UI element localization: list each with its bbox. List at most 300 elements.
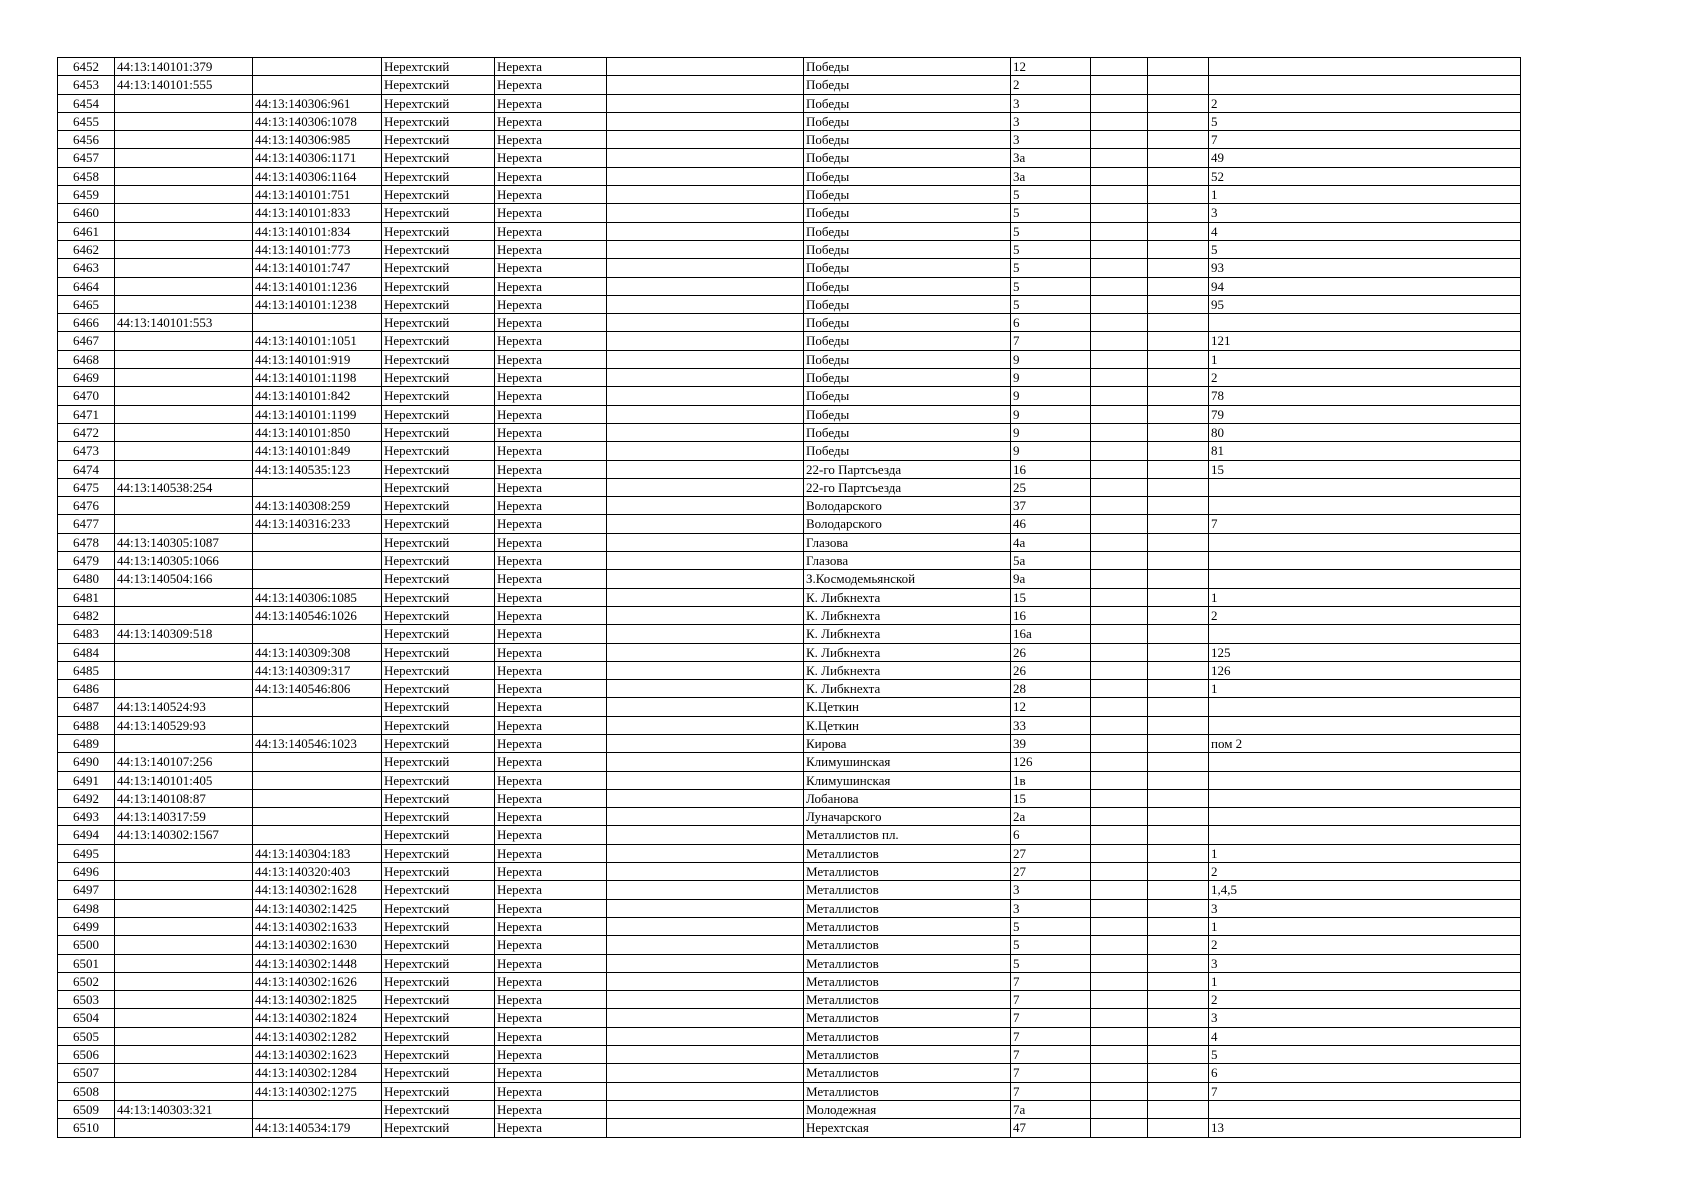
structure-cell: [1148, 167, 1209, 185]
table-row: [58, 1046, 1521, 1064]
row-number-cell: 6461: [58, 222, 115, 240]
building-cell: [1091, 222, 1148, 240]
settlement-cell: Нерехта: [495, 808, 607, 826]
locality-cell: [607, 808, 804, 826]
property-registry-table: [57, 57, 1521, 1138]
house-number-cell: 7: [1011, 1009, 1091, 1027]
row-number-cell: 6467: [58, 332, 115, 350]
row-number-cell: 6500: [58, 936, 115, 954]
structure-cell: [1148, 515, 1209, 533]
cadastral-number-cell: 44:13:140529:93: [115, 716, 253, 734]
parent-cadastral-number-cell: 44:13:140302:1282: [253, 1027, 382, 1045]
row-number-cell: 6499: [58, 917, 115, 935]
house-number-cell: 16: [1011, 606, 1091, 624]
structure-cell: [1148, 295, 1209, 313]
apartment-cell: 94: [1209, 277, 1521, 295]
structure-cell: [1148, 552, 1209, 570]
building-cell: [1091, 972, 1148, 990]
structure-cell: [1148, 423, 1209, 441]
parent-cadastral-number-cell: 44:13:140302:1633: [253, 917, 382, 935]
row-number-cell: 6456: [58, 131, 115, 149]
cadastral-number-cell: [115, 94, 253, 112]
cadastral-number-cell: 44:13:140524:93: [115, 698, 253, 716]
apartment-cell: [1209, 58, 1521, 76]
structure-cell: [1148, 1100, 1209, 1118]
locality-cell: [607, 405, 804, 423]
building-cell: [1091, 314, 1148, 332]
apartment-cell: [1209, 1100, 1521, 1118]
structure-cell: [1148, 222, 1209, 240]
house-number-cell: 33: [1011, 716, 1091, 734]
table-row: [58, 734, 1521, 752]
apartment-cell: 95: [1209, 295, 1521, 313]
row-number-cell: 6486: [58, 680, 115, 698]
apartment-cell: [1209, 625, 1521, 643]
building-cell: [1091, 643, 1148, 661]
district-cell: Нерехтский: [382, 936, 495, 954]
cadastral-number-cell: [115, 423, 253, 441]
locality-cell: [607, 423, 804, 441]
settlement-cell: Нерехта: [495, 570, 607, 588]
district-cell: Нерехтский: [382, 789, 495, 807]
district-cell: Нерехтский: [382, 369, 495, 387]
house-number-cell: 9: [1011, 387, 1091, 405]
parent-cadastral-number-cell: 44:13:140101:834: [253, 222, 382, 240]
cadastral-number-cell: 44:13:140101:405: [115, 771, 253, 789]
locality-cell: [607, 387, 804, 405]
cadastral-number-cell: [115, 369, 253, 387]
structure-cell: [1148, 460, 1209, 478]
table-row: [58, 314, 1521, 332]
table-row: [58, 917, 1521, 935]
settlement-cell: Нерехта: [495, 387, 607, 405]
row-number-cell: 6510: [58, 1119, 115, 1137]
parent-cadastral-number-cell: [253, 533, 382, 551]
district-cell: Нерехтский: [382, 314, 495, 332]
apartment-cell: 79: [1209, 405, 1521, 423]
settlement-cell: Нерехта: [495, 58, 607, 76]
street-cell: Победы: [804, 240, 1011, 258]
parent-cadastral-number-cell: [253, 58, 382, 76]
building-cell: [1091, 94, 1148, 112]
settlement-cell: Нерехта: [495, 442, 607, 460]
district-cell: Нерехтский: [382, 661, 495, 679]
building-cell: [1091, 76, 1148, 94]
settlement-cell: Нерехта: [495, 94, 607, 112]
locality-cell: [607, 1100, 804, 1118]
structure-cell: [1148, 1009, 1209, 1027]
row-number-cell: 6484: [58, 643, 115, 661]
apartment-cell: 4: [1209, 1027, 1521, 1045]
building-cell: [1091, 881, 1148, 899]
row-number-cell: 6502: [58, 972, 115, 990]
row-number-cell: 6482: [58, 606, 115, 624]
locality-cell: [607, 789, 804, 807]
district-cell: Нерехтский: [382, 58, 495, 76]
table-row: [58, 1119, 1521, 1137]
settlement-cell: Нерехта: [495, 1046, 607, 1064]
table-row: [58, 332, 1521, 350]
cadastral-number-cell: [115, 954, 253, 972]
row-number-cell: 6505: [58, 1027, 115, 1045]
house-number-cell: 4а: [1011, 533, 1091, 551]
district-cell: Нерехтский: [382, 1082, 495, 1100]
parent-cadastral-number-cell: 44:13:140306:1164: [253, 167, 382, 185]
house-number-cell: 5: [1011, 917, 1091, 935]
building-cell: [1091, 497, 1148, 515]
row-number-cell: 6507: [58, 1064, 115, 1082]
structure-cell: [1148, 204, 1209, 222]
street-cell: Победы: [804, 423, 1011, 441]
table-row: [58, 1027, 1521, 1045]
cadastral-number-cell: [115, 1027, 253, 1045]
parent-cadastral-number-cell: 44:13:140101:773: [253, 240, 382, 258]
locality-cell: [607, 478, 804, 496]
structure-cell: [1148, 826, 1209, 844]
cadastral-number-cell: [115, 1009, 253, 1027]
structure-cell: [1148, 734, 1209, 752]
row-number-cell: 6496: [58, 863, 115, 881]
parent-cadastral-number-cell: 44:13:140101:747: [253, 259, 382, 277]
apartment-cell: 3: [1209, 899, 1521, 917]
table-row: [58, 76, 1521, 94]
street-cell: Металлистов: [804, 844, 1011, 862]
table-row: [58, 716, 1521, 734]
table-row: [58, 808, 1521, 826]
house-number-cell: 5: [1011, 222, 1091, 240]
parent-cadastral-number-cell: 44:13:140101:1238: [253, 295, 382, 313]
district-cell: Нерехтский: [382, 606, 495, 624]
locality-cell: [607, 259, 804, 277]
district-cell: Нерехтский: [382, 131, 495, 149]
building-cell: [1091, 423, 1148, 441]
apartment-cell: [1209, 478, 1521, 496]
row-number-cell: 6465: [58, 295, 115, 313]
apartment-cell: 15: [1209, 460, 1521, 478]
locality-cell: [607, 1119, 804, 1137]
structure-cell: [1148, 661, 1209, 679]
street-cell: Металлистов: [804, 917, 1011, 935]
district-cell: Нерехтский: [382, 954, 495, 972]
locality-cell: [607, 112, 804, 130]
locality-cell: [607, 314, 804, 332]
apartment-cell: 52: [1209, 167, 1521, 185]
apartment-cell: 126: [1209, 661, 1521, 679]
parent-cadastral-number-cell: 44:13:140306:985: [253, 131, 382, 149]
structure-cell: [1148, 533, 1209, 551]
apartment-cell: [1209, 497, 1521, 515]
locality-cell: [607, 844, 804, 862]
apartment-cell: 80: [1209, 423, 1521, 441]
table-row: [58, 94, 1521, 112]
parent-cadastral-number-cell: 44:13:140535:123: [253, 460, 382, 478]
parent-cadastral-number-cell: 44:13:140101:1051: [253, 332, 382, 350]
house-number-cell: 9: [1011, 369, 1091, 387]
structure-cell: [1148, 387, 1209, 405]
building-cell: [1091, 716, 1148, 734]
settlement-cell: Нерехта: [495, 661, 607, 679]
structure-cell: [1148, 1064, 1209, 1082]
row-number-cell: 6462: [58, 240, 115, 258]
building-cell: [1091, 661, 1148, 679]
row-number-cell: 6495: [58, 844, 115, 862]
locality-cell: [607, 167, 804, 185]
locality-cell: [607, 295, 804, 313]
parent-cadastral-number-cell: 44:13:140546:1023: [253, 734, 382, 752]
cadastral-number-cell: [115, 643, 253, 661]
table-row: [58, 606, 1521, 624]
table-row: [58, 149, 1521, 167]
row-number-cell: 6479: [58, 552, 115, 570]
cadastral-number-cell: 44:13:140302:1567: [115, 826, 253, 844]
house-number-cell: 7: [1011, 1027, 1091, 1045]
parent-cadastral-number-cell: 44:13:140546:806: [253, 680, 382, 698]
cadastral-number-cell: 44:13:140101:379: [115, 58, 253, 76]
structure-cell: [1148, 1082, 1209, 1100]
house-number-cell: 28: [1011, 680, 1091, 698]
apartment-cell: 1: [1209, 186, 1521, 204]
cadastral-number-cell: [115, 442, 253, 460]
house-number-cell: 3: [1011, 112, 1091, 130]
settlement-cell: Нерехта: [495, 606, 607, 624]
district-cell: Нерехтский: [382, 643, 495, 661]
settlement-cell: Нерехта: [495, 497, 607, 515]
locality-cell: [607, 771, 804, 789]
building-cell: [1091, 149, 1148, 167]
apartment-cell: 49: [1209, 149, 1521, 167]
parent-cadastral-number-cell: 44:13:140302:1630: [253, 936, 382, 954]
parent-cadastral-number-cell: 44:13:140316:233: [253, 515, 382, 533]
street-cell: Победы: [804, 369, 1011, 387]
settlement-cell: Нерехта: [495, 917, 607, 935]
district-cell: Нерехтский: [382, 240, 495, 258]
district-cell: Нерехтский: [382, 186, 495, 204]
house-number-cell: 5: [1011, 954, 1091, 972]
locality-cell: [607, 1009, 804, 1027]
table-row: [58, 277, 1521, 295]
building-cell: [1091, 167, 1148, 185]
settlement-cell: Нерехта: [495, 76, 607, 94]
building-cell: [1091, 844, 1148, 862]
row-number-cell: 6468: [58, 350, 115, 368]
settlement-cell: Нерехта: [495, 186, 607, 204]
building-cell: [1091, 625, 1148, 643]
settlement-cell: Нерехта: [495, 1100, 607, 1118]
house-number-cell: 9: [1011, 405, 1091, 423]
cadastral-number-cell: [115, 1119, 253, 1137]
house-number-cell: 5: [1011, 277, 1091, 295]
settlement-cell: Нерехта: [495, 899, 607, 917]
house-number-cell: 7: [1011, 1064, 1091, 1082]
parent-cadastral-number-cell: 44:13:140302:1623: [253, 1046, 382, 1064]
table-row: [58, 570, 1521, 588]
settlement-cell: Нерехта: [495, 478, 607, 496]
settlement-cell: Нерехта: [495, 460, 607, 478]
parent-cadastral-number-cell: 44:13:140101:850: [253, 423, 382, 441]
locality-cell: [607, 369, 804, 387]
locality-cell: [607, 350, 804, 368]
row-number-cell: 6481: [58, 588, 115, 606]
district-cell: Нерехтский: [382, 204, 495, 222]
parent-cadastral-number-cell: [253, 570, 382, 588]
street-cell: Глазова: [804, 552, 1011, 570]
structure-cell: [1148, 881, 1209, 899]
table-row: [58, 497, 1521, 515]
locality-cell: [607, 1082, 804, 1100]
parent-cadastral-number-cell: [253, 314, 382, 332]
cadastral-number-cell: [115, 387, 253, 405]
district-cell: Нерехтский: [382, 863, 495, 881]
settlement-cell: Нерехта: [495, 863, 607, 881]
apartment-cell: [1209, 789, 1521, 807]
apartment-cell: 7: [1209, 1082, 1521, 1100]
row-number-cell: 6483: [58, 625, 115, 643]
locality-cell: [607, 442, 804, 460]
building-cell: [1091, 460, 1148, 478]
row-number-cell: 6509: [58, 1100, 115, 1118]
house-number-cell: 3: [1011, 94, 1091, 112]
table-row: [58, 350, 1521, 368]
table-row: [58, 478, 1521, 496]
cadastral-number-cell: [115, 112, 253, 130]
street-cell: Металлистов пл.: [804, 826, 1011, 844]
structure-cell: [1148, 588, 1209, 606]
table-row: [58, 423, 1521, 441]
settlement-cell: Нерехта: [495, 680, 607, 698]
street-cell: Победы: [804, 58, 1011, 76]
street-cell: Климушинская: [804, 753, 1011, 771]
settlement-cell: Нерехта: [495, 131, 607, 149]
row-number-cell: 6478: [58, 533, 115, 551]
parent-cadastral-number-cell: 44:13:140101:833: [253, 204, 382, 222]
parent-cadastral-number-cell: [253, 753, 382, 771]
parent-cadastral-number-cell: 44:13:140309:308: [253, 643, 382, 661]
parent-cadastral-number-cell: 44:13:140308:259: [253, 497, 382, 515]
building-cell: [1091, 991, 1148, 1009]
building-cell: [1091, 936, 1148, 954]
row-number-cell: 6489: [58, 734, 115, 752]
cadastral-number-cell: [115, 277, 253, 295]
building-cell: [1091, 387, 1148, 405]
structure-cell: [1148, 716, 1209, 734]
street-cell: Победы: [804, 405, 1011, 423]
structure-cell: [1148, 844, 1209, 862]
building-cell: [1091, 58, 1148, 76]
locality-cell: [607, 753, 804, 771]
apartment-cell: [1209, 570, 1521, 588]
parent-cadastral-number-cell: 44:13:140302:1824: [253, 1009, 382, 1027]
table-row: [58, 753, 1521, 771]
building-cell: [1091, 734, 1148, 752]
table-row: [58, 625, 1521, 643]
cadastral-number-cell: [115, 259, 253, 277]
house-number-cell: 5: [1011, 259, 1091, 277]
building-cell: [1091, 606, 1148, 624]
table-row: [58, 186, 1521, 204]
structure-cell: [1148, 863, 1209, 881]
district-cell: Нерехтский: [382, 1027, 495, 1045]
apartment-cell: 1: [1209, 680, 1521, 698]
row-number-cell: 6497: [58, 881, 115, 899]
building-cell: [1091, 478, 1148, 496]
cadastral-number-cell: [115, 1064, 253, 1082]
structure-cell: [1148, 570, 1209, 588]
street-cell: Климушинская: [804, 771, 1011, 789]
settlement-cell: Нерехта: [495, 1119, 607, 1137]
house-number-cell: 27: [1011, 844, 1091, 862]
cadastral-number-cell: [115, 936, 253, 954]
street-cell: К. Либкнехта: [804, 643, 1011, 661]
house-number-cell: 3а: [1011, 149, 1091, 167]
locality-cell: [607, 954, 804, 972]
row-number-cell: 6503: [58, 991, 115, 1009]
row-number-cell: 6455: [58, 112, 115, 130]
house-number-cell: 3: [1011, 131, 1091, 149]
settlement-cell: Нерехта: [495, 1009, 607, 1027]
table-row: [58, 295, 1521, 313]
district-cell: Нерехтский: [382, 1046, 495, 1064]
building-cell: [1091, 1027, 1148, 1045]
apartment-cell: 125: [1209, 643, 1521, 661]
structure-cell: [1148, 332, 1209, 350]
apartment-cell: [1209, 698, 1521, 716]
apartment-cell: 3: [1209, 954, 1521, 972]
locality-cell: [607, 570, 804, 588]
settlement-cell: Нерехта: [495, 1064, 607, 1082]
apartment-cell: 1: [1209, 588, 1521, 606]
building-cell: [1091, 350, 1148, 368]
apartment-cell: 2: [1209, 991, 1521, 1009]
building-cell: [1091, 899, 1148, 917]
building-cell: [1091, 112, 1148, 130]
settlement-cell: Нерехта: [495, 112, 607, 130]
settlement-cell: Нерехта: [495, 295, 607, 313]
apartment-cell: 2: [1209, 863, 1521, 881]
parent-cadastral-number-cell: 44:13:140101:842: [253, 387, 382, 405]
row-number-cell: 6474: [58, 460, 115, 478]
structure-cell: [1148, 314, 1209, 332]
cadastral-number-cell: [115, 222, 253, 240]
apartment-cell: 3: [1209, 1009, 1521, 1027]
building-cell: [1091, 1100, 1148, 1118]
row-number-cell: 6452: [58, 58, 115, 76]
structure-cell: [1148, 186, 1209, 204]
table-row: [58, 405, 1521, 423]
structure-cell: [1148, 680, 1209, 698]
locality-cell: [607, 186, 804, 204]
district-cell: Нерехтский: [382, 716, 495, 734]
structure-cell: [1148, 405, 1209, 423]
apartment-cell: [1209, 314, 1521, 332]
structure-cell: [1148, 497, 1209, 515]
cadastral-number-cell: [115, 899, 253, 917]
street-cell: Металлистов: [804, 1027, 1011, 1045]
house-number-cell: 26: [1011, 643, 1091, 661]
house-number-cell: 9: [1011, 423, 1091, 441]
parent-cadastral-number-cell: [253, 625, 382, 643]
district-cell: Нерехтский: [382, 844, 495, 862]
settlement-cell: Нерехта: [495, 716, 607, 734]
row-number-cell: 6475: [58, 478, 115, 496]
district-cell: Нерехтский: [382, 76, 495, 94]
settlement-cell: Нерехта: [495, 332, 607, 350]
parent-cadastral-number-cell: [253, 552, 382, 570]
district-cell: Нерехтский: [382, 259, 495, 277]
locality-cell: [607, 863, 804, 881]
street-cell: Победы: [804, 314, 1011, 332]
cadastral-number-cell: [115, 661, 253, 679]
cadastral-number-cell: [115, 1082, 253, 1100]
